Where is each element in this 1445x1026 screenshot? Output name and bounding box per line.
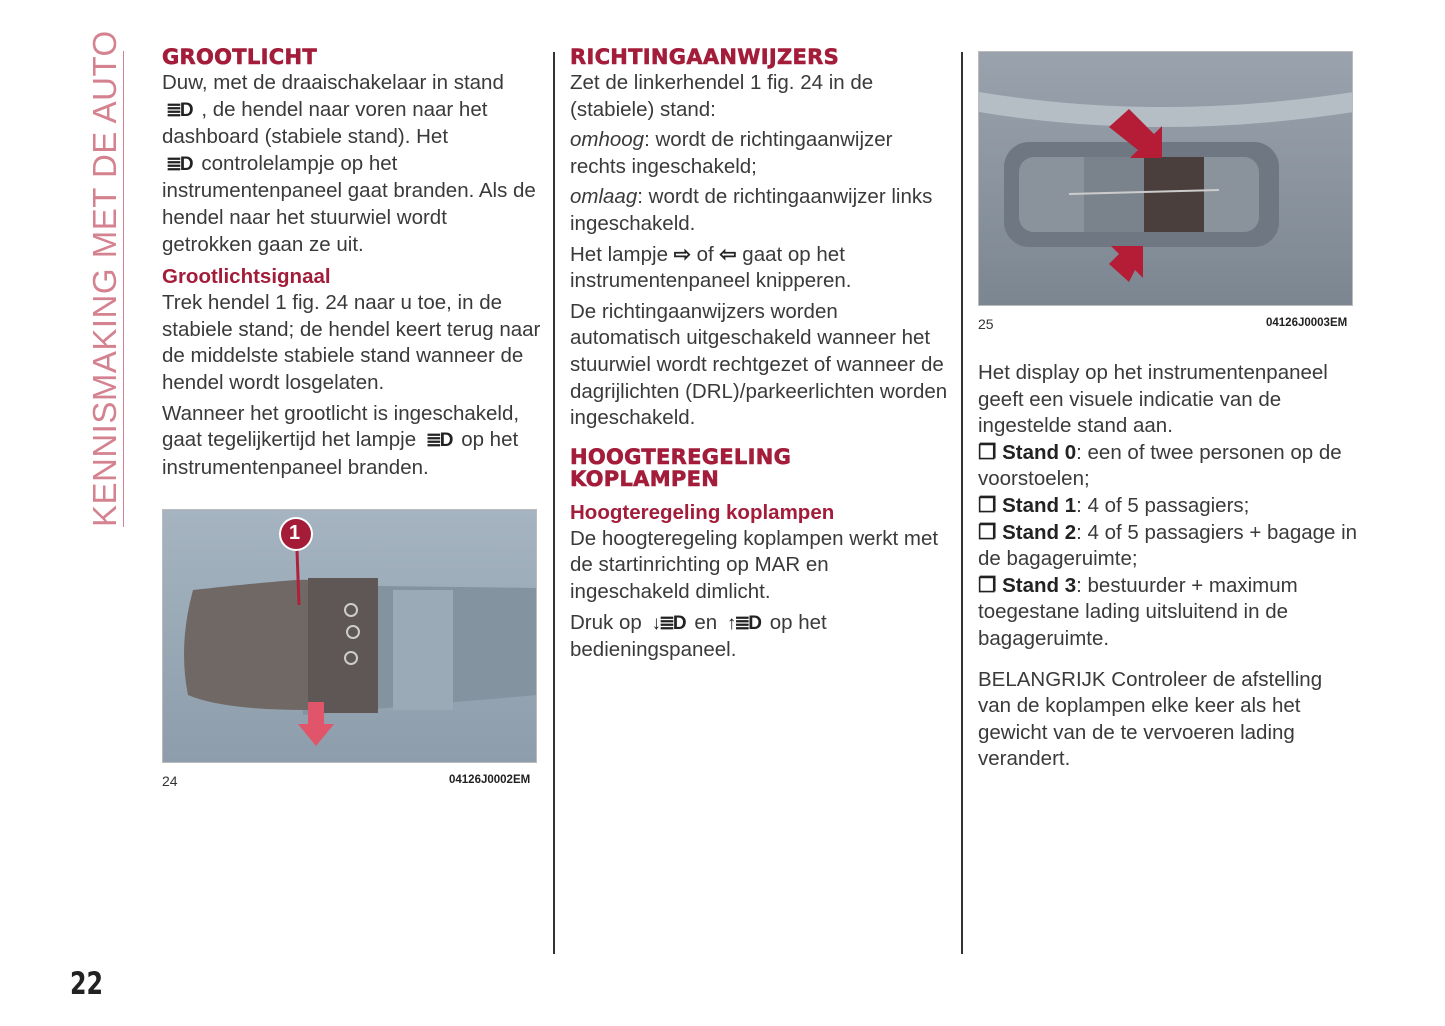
paragraph: omhoog: wordt de richtingaanwijzer rechts ingeschakeld; (570, 128, 893, 178)
headlight-up-icon: ↑≣D (726, 612, 761, 634)
paragraph: De hoogteregeling koplampen werkt met de startinrichting op MAR en ingeschakeld dimlicht. (570, 526, 939, 603)
paragraph: Het display op het instrumentenpaneel geeft een visuele indicatie van de ingestelde stand aan. (978, 361, 1328, 438)
figure-code: 04126J0003EM (1266, 317, 1348, 329)
checkbox-bullet-icon: ❐ (978, 573, 997, 597)
paragraph: Wanneer het grootlicht is ingeschakeld, gaat tegelijkertijd het lampje ≣D op het instrumentenpaneel branden. (162, 401, 520, 479)
heading-grootlicht: GROOTLICHT (162, 45, 317, 69)
list-item: ❐ Stand 1: 4 of 5 passagiers; (978, 493, 1250, 517)
arrow-left-icon: ⇦ (719, 242, 737, 266)
section-side-title: KENNISMAKING MET DE AUTO (86, 30, 123, 527)
paragraph: Trek hendel 1 fig. 24 naar u toe, in de stabiele stand; de hendel keert terug naar de middelste stabiele stand wanneer de hendel wordt losgelaten. (162, 291, 541, 394)
high-beam-icon: ≣D (166, 99, 192, 121)
important-note: BELANGRIJK Controleer de afstelling van de koplampen elke keer als het gewicht van de te vervoeren lading verandert. (978, 667, 1323, 771)
checkbox-bullet-icon: ❐ (978, 440, 997, 464)
figure-25-dashboard-image (978, 51, 1353, 306)
heading-hoogteregeling-sub: Hoogteregeling koplampen (570, 500, 835, 524)
figure-24-lever-image (162, 509, 537, 763)
column-3 (978, 360, 1358, 777)
heading-richtingaanwijzers: RICHTINGAANWIJZERS (570, 45, 840, 69)
paragraph: Zet de linkerhendel 1 fig. 24 in de (stabiele) stand: (570, 71, 874, 121)
paragraph: Het lampje ⇨ of ⇦ gaat op het instrumentenpaneel knipperen. (570, 242, 852, 293)
figure-code: 04126J0002EM (449, 774, 531, 786)
headlight-down-icon: ↓≣D (651, 612, 685, 634)
column-2 (570, 46, 950, 668)
figure-number: 24 (162, 773, 178, 789)
heading-grootlichtsignaal: Grootlichtsignaal (162, 265, 331, 289)
list-item: ❐ Stand 3: bestuurder + maximum toegestane lading uitsluitend in de bagageruimte. (978, 573, 1298, 650)
checkbox-bullet-icon: ❐ (978, 520, 997, 544)
checkbox-bullet-icon: ❐ (978, 493, 997, 517)
column-1 (162, 46, 542, 485)
arrow-right-icon: ⇨ (673, 242, 691, 266)
column-divider (553, 52, 555, 954)
callout-number: 1 (289, 522, 301, 544)
paragraph: De richtingaanwijzers worden automatisch uitgeschakeld wanneer het stuurwiel wordt rechtgezet of wanneer de dagrijlichten (DRL)/parkeerlichten worden ingeschakeld. (570, 299, 948, 430)
heading-hoogteregeling: HOOGTEREGELING KOPLAMPEN (570, 444, 792, 491)
page-number: 22 (70, 966, 103, 1002)
column-divider (961, 52, 963, 954)
paragraph: Druk op ↓≣D en ↑≣D op het bedieningspaneel. (570, 610, 827, 662)
list-item: ❐ Stand 0: een of twee personen op de voorstoelen; (978, 440, 1342, 491)
high-beam-icon: ≣D (166, 153, 192, 175)
high-beam-icon: ≣D (425, 430, 452, 452)
list-item: ❐ Stand 2: 4 of 5 passagiers + bagage in de bagageruimte; (978, 520, 1358, 571)
paragraph: omlaag: wordt de richtingaanwijzer links ingeschakeld. (570, 185, 933, 235)
paragraph: Duw, met de draaischakelaar in stand ≣D , de hendel naar voren naar het dashboard (stabiele stand). Het ≣D controlelampje op het instrumentenpaneel gaat branden. Als de hendel naar het stuurwiel wordt getrokken gaan ze uit. (162, 71, 536, 256)
figure-number: 25 (978, 316, 994, 332)
